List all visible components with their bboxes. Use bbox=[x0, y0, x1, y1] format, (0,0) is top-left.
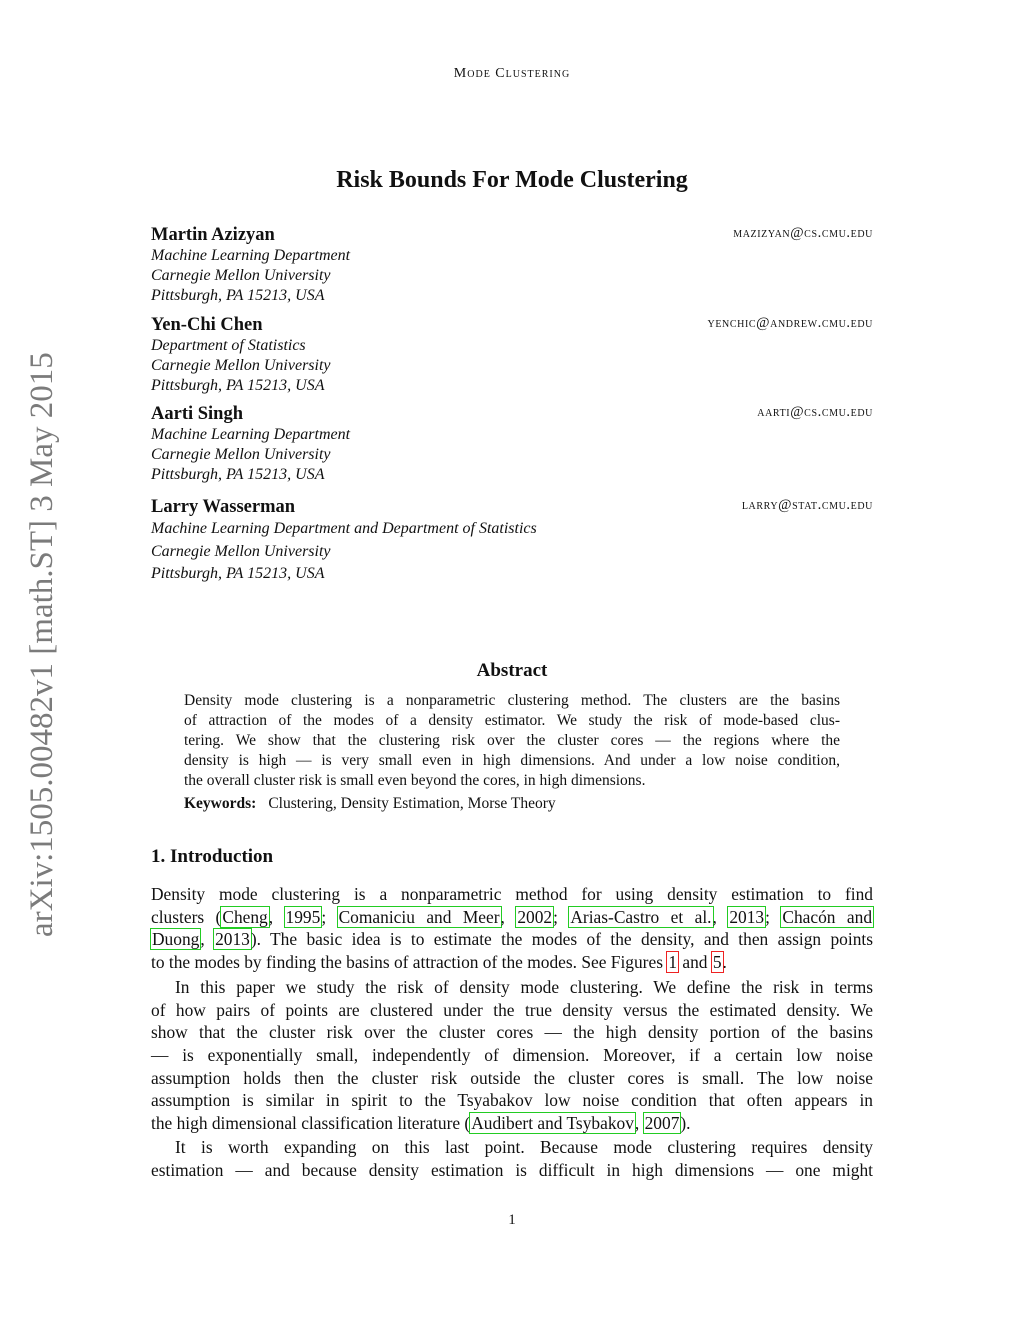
author-block bbox=[151, 496, 873, 586]
author-affiliation: Department of Statistics bbox=[151, 337, 306, 354]
author-block bbox=[151, 314, 873, 396]
citation-link[interactable]: Arias-Castro et al. bbox=[570, 906, 712, 927]
text-line: Density mode clustering is a nonparametric method for using density estimation to find bbox=[151, 884, 873, 904]
text-line: to the modes by finding the basins of attraction of the modes. See Figures 1 and 5. bbox=[151, 952, 727, 973]
author-affiliation: Pittsburgh, PA 15213, USA bbox=[151, 565, 325, 582]
abstract-line: of attraction of the modes of a density estimator. We study the risk of mode-based clus- bbox=[184, 712, 840, 729]
text-line: assumption is similar in spirit to the Tsyabakov low noise condition that often appears in bbox=[151, 1090, 873, 1111]
abstract-line: the overall cluster risk is small even beyond the cores, in high dimensions. bbox=[184, 772, 646, 789]
citation-link[interactable]: Audibert and Tsybakov bbox=[471, 1113, 634, 1134]
citation-year-link[interactable]: 1995 bbox=[285, 906, 321, 927]
abstract-body bbox=[184, 691, 840, 791]
text-line: the high dimensional classification literature (Audibert and Tsybakov, 2007). bbox=[151, 1113, 691, 1134]
author-affiliation: Pittsburgh, PA 15213, USA bbox=[151, 287, 325, 304]
section-heading: 1. Introduction bbox=[151, 846, 274, 867]
author-affiliation: Carnegie Mellon University bbox=[151, 542, 331, 560]
author-block bbox=[151, 224, 873, 306]
citation-link[interactable]: Cheng bbox=[222, 906, 268, 927]
keywords-label: Keywords: bbox=[184, 795, 257, 812]
author-affiliation: Machine Learning Department bbox=[151, 426, 351, 443]
text-line: of how pairs of points are clustered under the true density versus the estimated density. We bbox=[151, 999, 873, 1020]
page-number: 1 bbox=[508, 1212, 516, 1228]
arxiv-identifier-stamp: arXiv:1505.00482v1 [math.ST] 3 May 2015 bbox=[24, 352, 60, 937]
figure-reference-link[interactable]: 1 bbox=[668, 952, 678, 973]
abstract-line: density is high — is very small even in high dimensions. And under a low noise condition, bbox=[184, 752, 840, 769]
text-line: show that the cluster risk over the cluster cores — the high density portion of the basins bbox=[151, 1022, 873, 1043]
author-email[interactable]: mazizyan@cs.cmu.edu bbox=[733, 225, 873, 241]
citation-year-link[interactable]: 2013 bbox=[729, 906, 765, 927]
figure-reference-link[interactable]: 5 bbox=[712, 952, 722, 973]
author-affiliation: Machine Learning Department bbox=[151, 247, 351, 264]
author-affiliation: Machine Learning Department and Department of Statistics bbox=[151, 520, 537, 537]
author-email[interactable]: yenchic@andrew.cmu.edu bbox=[707, 315, 873, 331]
citation-year-link[interactable]: 2013 bbox=[215, 929, 250, 950]
citation-link[interactable]: Duong bbox=[152, 929, 200, 950]
text-line: — is exponentially small, independently of dimension. Moreover, if a certain low noise bbox=[151, 1045, 873, 1066]
text-line: clusters (Cheng, 1995; Comaniciu and Meer, 2002; Arias-Castro et al., 2013; Chacón and bbox=[151, 906, 873, 927]
text-line: assumption holds then the cluster risk outside the cluster cores is small. The low noise bbox=[151, 1067, 873, 1088]
author-affiliation: Pittsburgh, PA 15213, USA bbox=[151, 466, 325, 483]
abstract-heading: Abstract bbox=[476, 660, 548, 681]
paragraph bbox=[151, 883, 873, 974]
author-name: Yen-Chi Chen bbox=[151, 315, 263, 335]
keywords bbox=[184, 795, 556, 813]
author-affiliation: Pittsburgh, PA 15213, USA bbox=[151, 377, 325, 394]
author-name: Aarti Singh bbox=[151, 404, 244, 424]
text-line: Duong, 2013). The basic idea is to estimate the modes of the density, and then assign points bbox=[152, 929, 873, 950]
text-line: It is worth expanding on this last point. Because mode clustering requires density bbox=[175, 1137, 873, 1157]
author-name: Larry Wasserman bbox=[151, 497, 296, 517]
paragraph bbox=[151, 1136, 873, 1181]
author-email[interactable]: larry@stat.cmu.edu bbox=[741, 497, 873, 513]
text-line: In this paper we study the risk of density mode clustering. We define the risk in terms bbox=[175, 977, 873, 997]
running-head: Mode Clustering bbox=[453, 66, 571, 81]
paper-title: Risk Bounds For Mode Clustering bbox=[336, 167, 688, 193]
author-block bbox=[151, 403, 873, 485]
citation-year-link[interactable]: 2007 bbox=[644, 1113, 680, 1134]
author-email[interactable]: aarti@cs.cmu.edu bbox=[757, 404, 873, 420]
author-affiliation: Carnegie Mellon University bbox=[151, 446, 331, 463]
abstract-line: Density mode clustering is a nonparametric clustering method. The clusters are the basins bbox=[184, 692, 840, 709]
citation-link[interactable]: Chacón and bbox=[782, 906, 873, 927]
author-affiliation: Carnegie Mellon University bbox=[151, 267, 331, 284]
citation-link[interactable]: Comaniciu and Meer bbox=[338, 906, 500, 927]
abstract-line: tering. We show that the clustering risk over the cluster cores — the regions where the bbox=[184, 732, 840, 749]
citation-year-link[interactable]: 2002 bbox=[517, 906, 553, 927]
text-line: estimation — and because density estimation is difficult in high dimensions — one might bbox=[151, 1159, 873, 1180]
paragraph bbox=[151, 976, 873, 1135]
author-name: Martin Azizyan bbox=[151, 225, 275, 245]
keywords-list: Clustering, Density Estimation, Morse Theory bbox=[268, 795, 556, 812]
author-affiliation: Carnegie Mellon University bbox=[151, 357, 331, 374]
